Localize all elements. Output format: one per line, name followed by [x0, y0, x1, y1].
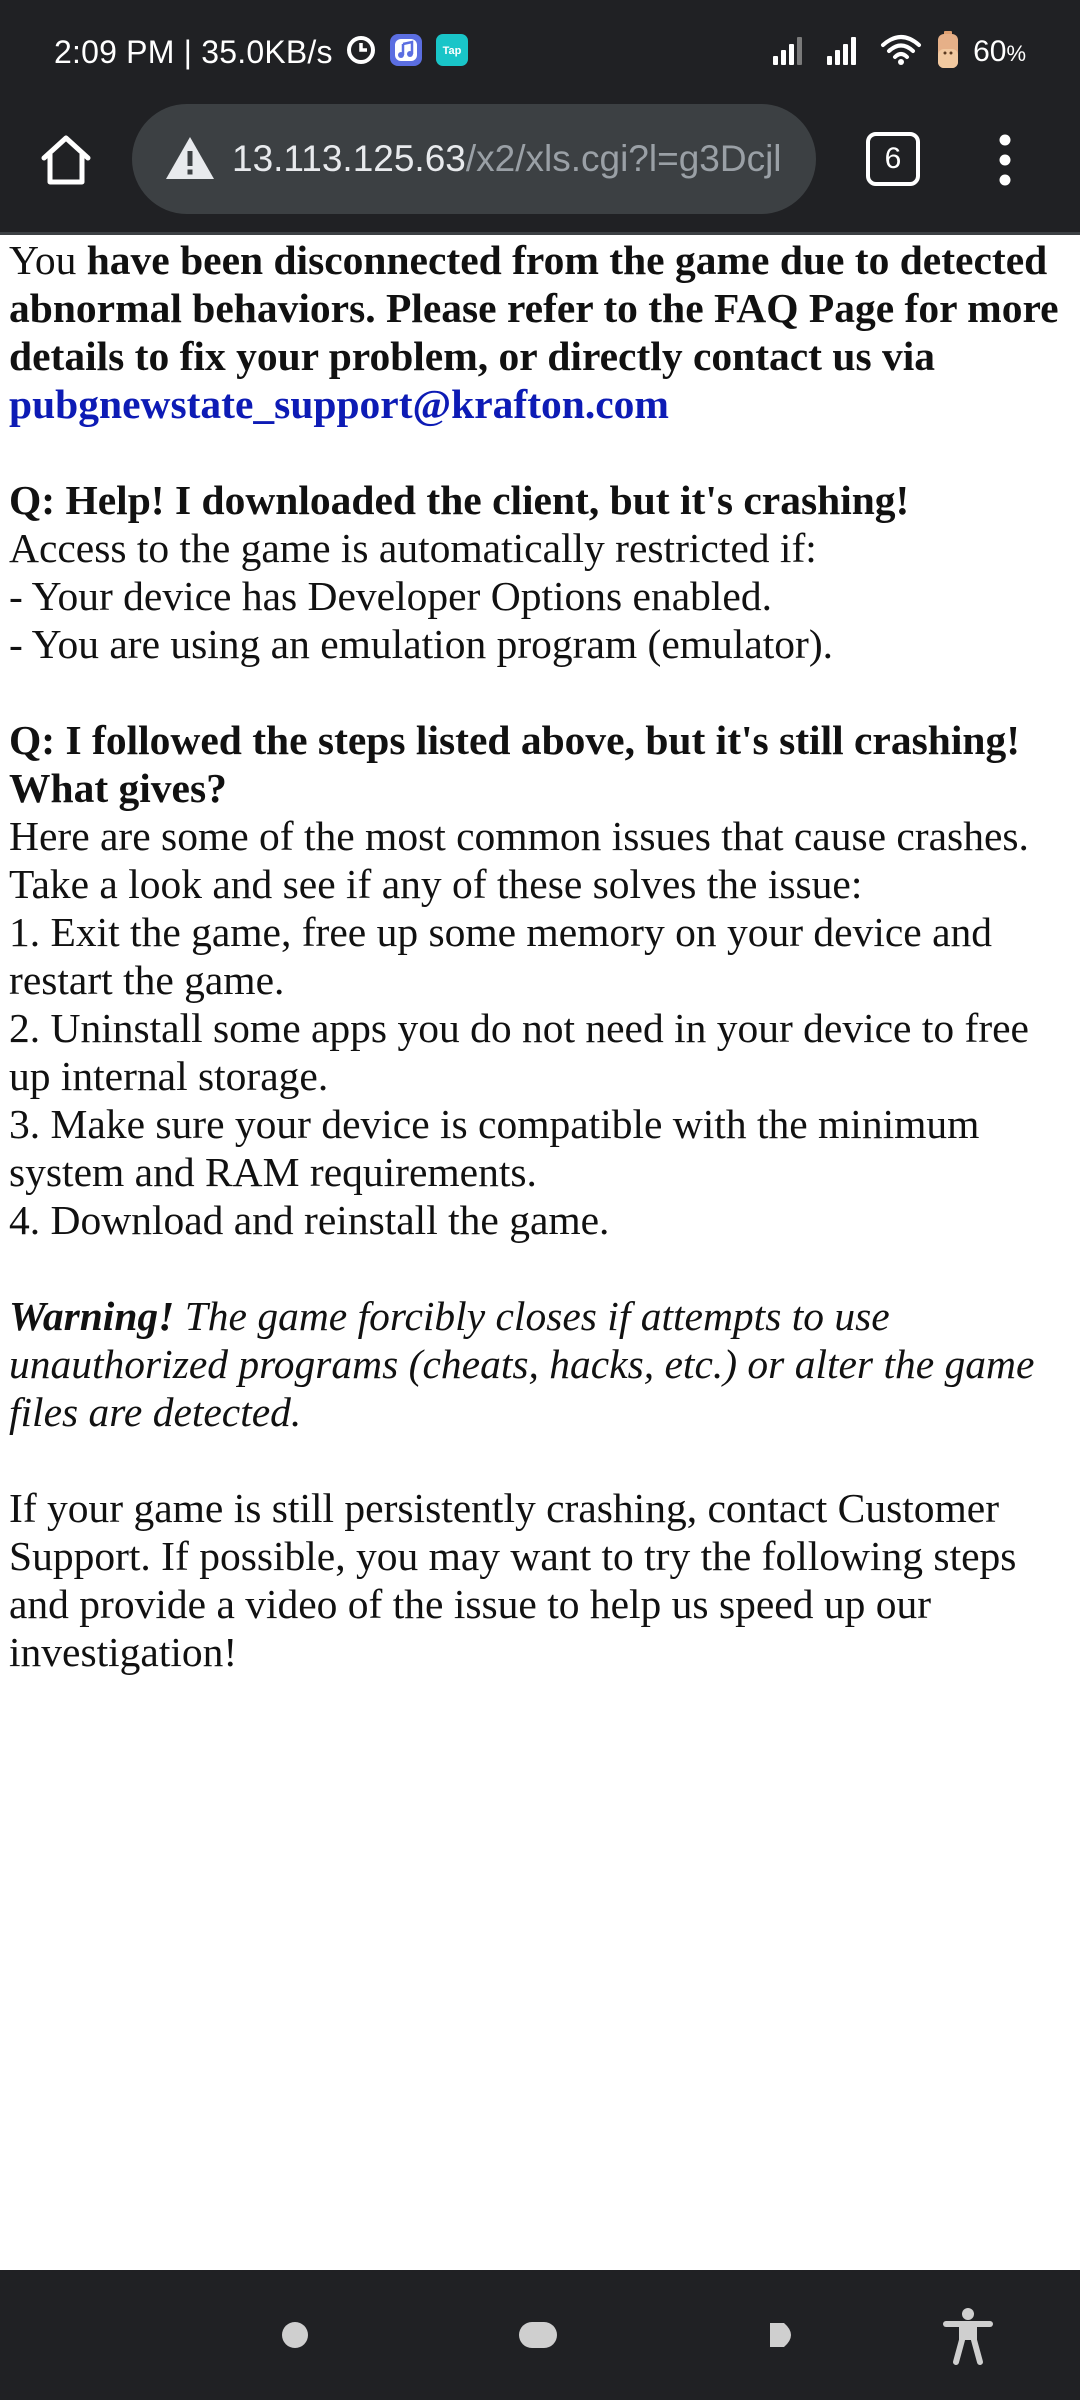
q2-step: 2. Uninstall some apps you do not need in your device to free up internal storage. — [9, 1005, 1029, 1099]
status-right — [771, 28, 1026, 76]
closing-paragraph: If your game is still persistently crashing, contact Customer Support. If possible, you may want to try the following steps and provide a video of the issue to help us speed up our investigation! — [9, 1485, 1017, 1675]
status-time-speed: 2:09 PM | 35.0KB/s — [54, 33, 333, 70]
q1-line: - Your device has Developer Options enabled. — [9, 573, 772, 619]
tap-badge-text: Tap — [442, 44, 462, 57]
spacer — [9, 1436, 1075, 1484]
recents-dot-icon[interactable] — [280, 2320, 310, 2350]
clock-icon — [345, 34, 377, 71]
home-button[interactable] — [28, 122, 104, 198]
intro-paragraph — [9, 236, 1075, 428]
toolbar-divider — [0, 232, 1080, 235]
q1-line: - You are using an emulation program (emulator). — [9, 621, 834, 667]
q1-line: Access to the game is automatically restricted if: — [9, 525, 817, 571]
battery-level: 60% — [973, 35, 1026, 68]
url-text[interactable] — [232, 104, 806, 214]
q2-intro: Here are some of the most common issues that cause crashes. Take a look and see if any of these solves the issue: — [9, 813, 1029, 907]
more-menu-button[interactable] — [980, 128, 1030, 192]
navigation-bar — [0, 2270, 1080, 2400]
wifi-icon — [879, 33, 923, 72]
address-bar[interactable] — [132, 104, 816, 214]
home-pill-icon[interactable] — [518, 2320, 558, 2350]
browser-toolbar — [0, 104, 1080, 232]
q2-step: 1. Exit the game, free up some memory on your device and restart the game. — [9, 909, 993, 1003]
status-bar — [0, 0, 1080, 104]
tabs-button[interactable] — [862, 128, 924, 190]
support-email-link[interactable]: pubgnewstate_support@krafton.com — [9, 381, 669, 427]
spacer — [9, 1244, 1075, 1292]
q2-title: Q: I followed the steps listed above, but it's still crashing! What gives? — [9, 717, 1021, 811]
q2-step: 4. Download and reinstall the game. — [9, 1197, 610, 1243]
q2-step: 3. Make sure your device is compatible with the minimum system and RAM requirements. — [9, 1101, 980, 1195]
status-left — [54, 28, 469, 76]
tap-app-icon — [435, 33, 469, 72]
warning-icon[interactable] — [162, 131, 218, 187]
more-vert-icon — [980, 128, 1030, 192]
q1-title: Q: Help! I downloaded the client, but it's crashing! — [9, 477, 910, 523]
signal-icon — [771, 34, 811, 71]
home-icon — [34, 128, 98, 192]
intro-bold: have been disconnected from the game due to detected abnormal behaviors. Please refer to the FAQ Page for more details to fix your problem, or directly contact us via — [9, 237, 1059, 379]
warning-paragraph — [9, 1292, 1075, 1436]
url-path: /x2/xls.cgi?l=g3Dcjl — [465, 138, 782, 179]
tabs-icon: 6 — [866, 132, 920, 186]
spacer — [9, 428, 1075, 476]
spacer — [9, 668, 1075, 716]
intro-plain: You — [9, 237, 87, 283]
accessibility-icon[interactable] — [940, 2306, 996, 2366]
url-host: 13.113.125.63 — [232, 138, 466, 179]
back-icon[interactable] — [768, 2320, 800, 2350]
warning-label: Warning! — [9, 1293, 175, 1339]
signal-icon — [825, 34, 865, 71]
page-content — [9, 236, 1075, 1676]
battery-icon — [937, 31, 959, 74]
warning-text: The game forcibly closes if attempts to use unauthorized programs (cheats, hacks, etc.) or alter the game files are detected. — [9, 1293, 1035, 1435]
music-app-icon — [389, 33, 423, 72]
